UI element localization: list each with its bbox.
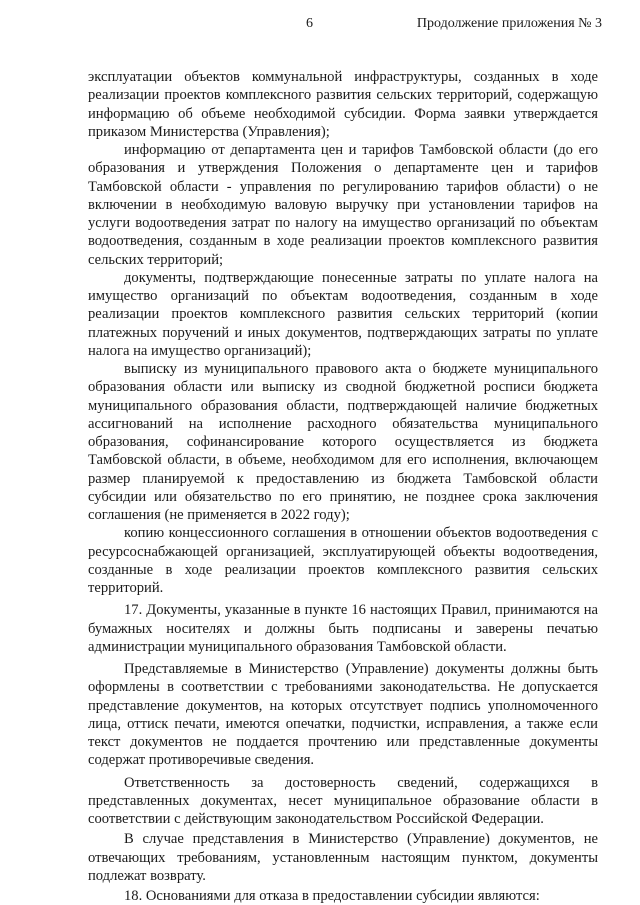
paragraph-tariff-info: информацию от департамента цен и тарифов Тамбовской области (до его образования и утверждения Положения о департаменте цен и тарифов Тамбовской области - управления по регулированию тарифов области) о не включении в необходимую валовую выручку при установлении тарифов на услуги водоотведения затрат по налогу на имущество организаций по объектам водоотведения, созданным в ходе реализации проектов комплексного развития сельских территорий; xyxy=(88,142,598,268)
paragraph-budget-extract: выписку из муниципального правового акта о бюджете муниципального образования области или выписку из сводной бюджетной росписи бюджета муниципального образования области, подтверждающей наличие бюджетных ассигнований на исполнение расходного обязательства муниципального образования, софинансирование которого осуществляется из бюджета Тамбовской области, в объеме, необходимом для его исполнения, включающем размер планируемой к предоставлению из бюджета Тамбовской области субсидии или обязательство по его принятию, не позднее срока заключения соглашения (не применяется в 2022 году); xyxy=(88,361,598,523)
page-number: 6 xyxy=(306,16,313,31)
document-body xyxy=(88,68,598,905)
paragraph-concession-copy: копию концессионного соглашения в отношении объектов водоотведения с ресурсоснабжающей организацией, эксплуатирующей объекты водоотведения, созданные в ходе реализации проектов комплексного развития сельских территорий. xyxy=(88,525,598,596)
paragraph-item-18: 18. Основаниями для отказа в предоставлении субсидии являются: xyxy=(124,888,540,904)
paragraph-document-requirements: Представляемые в Министерство (Управление) документы должны быть оформлены в соответствии с требованиями законодательства. Не допускается представление документов, на которых отсутствует подпись уполномоченного лица, оттиск печати, имеются опечатки, подчистки, исправления, а также если текст документов не поддается прочтению или представленные документы содержат противоречивые сведения. xyxy=(88,661,598,769)
appendix-continuation-note: Продолжение приложения № 3 xyxy=(416,16,602,31)
paragraph-tax-documents: документы, подтверждающие понесенные затраты по уплате налога на имущество организаций по объектам водоотведения, созданным в ходе реализации проектов комплексного развития сельских территорий (копии платежных поручений и иных документов, подтверждающих затраты по уплате налога на имущество организаций); xyxy=(88,269,598,359)
paragraph-return: В случае представления в Министерство (Управление) документов, не отвечающих требованиям, установленным настоящим пунктом, документы подлежат возврату. xyxy=(88,831,598,884)
paragraph-responsibility: Ответственность за достоверность сведений, содержащихся в представленных документах, несет муниципальное образование области в соответствии с действующим законодательством Российской Федерации. xyxy=(88,774,598,827)
paragraph-item-17: 17. Документы, указанные в пункте 16 настоящих Правил, принимаются на бумажных носителях и должны быть подписаны и заверены печатью администрации муниципального образования Тамбовской области. xyxy=(88,602,598,655)
paragraph-continuation: эксплуатации объектов коммунальной инфраструктуры, созданных в ходе реализации проектов комплексного развития сельских территорий, содержащую информацию об объеме необходимой субсидии. Форма заявки утверждается приказом Министерства (Управления); xyxy=(88,69,598,140)
